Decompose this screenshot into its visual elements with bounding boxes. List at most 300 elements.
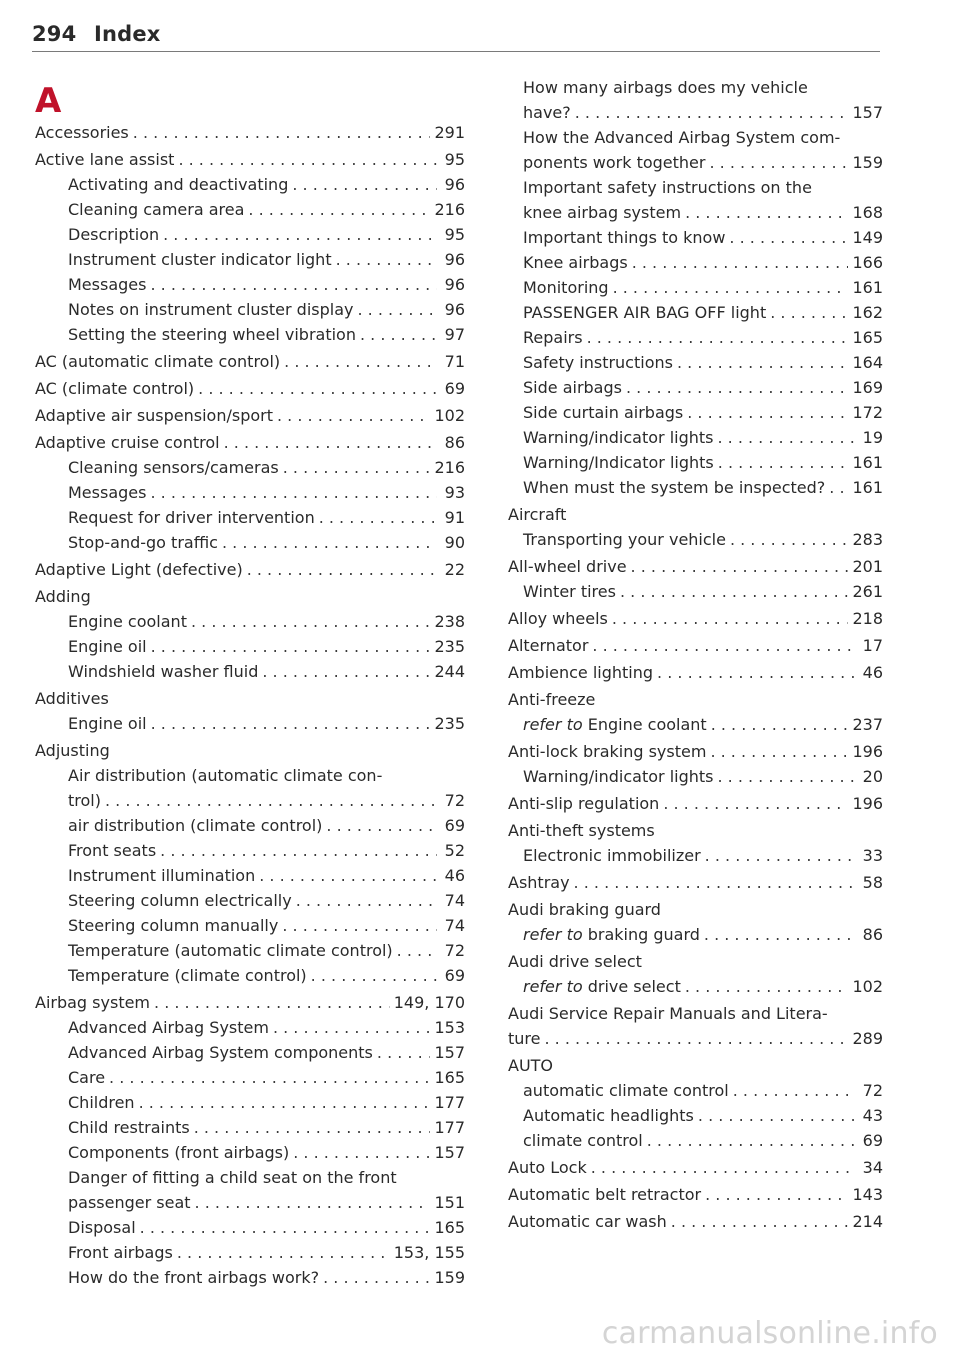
index-entry-term — [68, 938, 393, 963]
index-entry-page: 244 — [434, 662, 465, 681]
leader-dots — [262, 659, 430, 684]
index-entry-term — [68, 1090, 135, 1115]
index-entry-row — [523, 527, 883, 552]
index-entry-term — [68, 609, 187, 634]
index-entry-term — [523, 475, 825, 500]
index-entry-row — [35, 738, 465, 763]
index-entry-row — [508, 633, 883, 658]
index-entry-page: 177 — [434, 1093, 465, 1112]
index-entry-text: climate control — [523, 1131, 643, 1150]
index-entry-text: Temperature (climate control) — [68, 966, 307, 985]
index-entry — [35, 634, 465, 659]
leader-dots — [574, 870, 855, 895]
index-entry-term — [523, 100, 571, 125]
index-entry-text: Adding — [35, 587, 91, 606]
index-entry-text: When must the system be inspected? — [523, 478, 826, 497]
index-entry-text: Disposal — [68, 1218, 136, 1237]
leader-dots — [377, 1040, 431, 1065]
index-entry-row — [68, 1040, 465, 1065]
index-entry-page: 161 — [852, 478, 883, 497]
index-entry — [508, 1078, 883, 1103]
index-entry-page: 149, 170 — [393, 993, 465, 1012]
index-entry-page: 46 — [862, 663, 883, 682]
index-entry-page: 46 — [444, 866, 465, 885]
index-entry — [508, 974, 883, 999]
index-entry-term — [508, 660, 653, 685]
index-entry-text: Winter tires — [523, 582, 616, 601]
index-entry-text: Advanced Airbag System components — [68, 1043, 373, 1062]
index-entry-term — [68, 222, 159, 247]
leader-dots — [150, 480, 437, 505]
index-entry-text: Warning/indicator lights — [523, 767, 714, 786]
leader-dots — [222, 530, 437, 555]
index-entry — [35, 222, 465, 247]
index-entry-term — [523, 712, 707, 737]
index-entry-term — [68, 1240, 173, 1265]
index-entry — [508, 250, 883, 275]
leader-dots — [140, 1215, 431, 1240]
index-entry-text: Cleaning sensors/cameras — [68, 458, 279, 477]
index-entry-text: automatic climate control — [523, 1081, 729, 1100]
index-entry-text: Setting the steering wheel vibration — [68, 325, 356, 344]
index-entry-page: 283 — [852, 530, 883, 549]
index-entry-row — [523, 450, 883, 475]
index-entry-row — [68, 1215, 465, 1240]
index-entry-ref: refer to — [523, 925, 583, 944]
leader-dots — [647, 1128, 855, 1153]
index-entry-term — [523, 150, 705, 175]
index-entry — [508, 300, 883, 325]
index-entry-row — [68, 938, 465, 963]
leader-dots — [612, 606, 849, 631]
index-entry-row — [523, 843, 883, 868]
index-entry-term — [68, 913, 278, 938]
index-entry-text-cont: ponents work together — [523, 153, 706, 172]
index-entry — [35, 584, 465, 609]
leader-dots — [671, 1209, 849, 1234]
index-entry-text: Request for driver intervention — [68, 508, 315, 527]
leader-dots — [685, 974, 849, 999]
index-entry-text: Engine oil — [68, 637, 147, 656]
index-entry — [35, 1015, 465, 1040]
index-entry-text: Audi braking guard — [508, 900, 661, 919]
index-entry-row — [35, 990, 465, 1015]
index-entry-row — [508, 660, 883, 685]
leader-dots — [160, 838, 437, 863]
index-entry-row — [68, 272, 465, 297]
index-entry — [35, 247, 465, 272]
index-entry — [508, 175, 883, 225]
index-entry-page: 74 — [444, 891, 465, 910]
index-entry-term — [35, 376, 194, 401]
index-entry — [508, 1182, 883, 1207]
leader-dots — [224, 430, 437, 455]
index-entry-page: 196 — [852, 742, 883, 761]
index-entry-text: drive select — [587, 977, 681, 996]
index-entry — [35, 659, 465, 684]
index-entry — [35, 838, 465, 863]
index-entry-term — [523, 250, 628, 275]
index-entry — [35, 1215, 465, 1240]
index-entry-page: 86 — [444, 433, 465, 452]
index-entry-page: 143 — [852, 1185, 883, 1204]
index-entry-row — [68, 222, 465, 247]
index-entry-term — [508, 502, 566, 527]
index-entry-term — [523, 974, 681, 999]
index-entry-page: 102 — [852, 977, 883, 996]
index-entry-ref: refer to — [523, 715, 583, 734]
index-entry — [35, 686, 465, 711]
index-entry-term — [508, 739, 706, 764]
index-entry-row — [68, 888, 465, 913]
index-entry — [35, 349, 465, 374]
index-entry — [508, 275, 883, 300]
index-entry-text: Audi Service Repair Manuals and Litera- — [508, 1004, 828, 1023]
index-entry-term — [68, 1265, 319, 1290]
leader-dots — [829, 475, 848, 500]
leader-dots — [730, 527, 849, 552]
index-entry-term — [523, 1128, 643, 1153]
index-entry-page: 196 — [852, 794, 883, 813]
index-entry-text: Accessories — [35, 123, 129, 142]
index-entry-text: Messages — [68, 275, 147, 294]
index-entry-text: Stop-and-go traffic — [68, 533, 218, 552]
index-entry-text: Cleaning camera area — [68, 200, 245, 219]
index-entry-row — [523, 475, 883, 500]
leader-dots — [685, 200, 848, 225]
leader-dots — [273, 1015, 431, 1040]
index-entry-row — [523, 100, 883, 125]
index-entry — [35, 990, 465, 1015]
index-entry — [508, 1053, 883, 1078]
index-entry-text: Alloy wheels — [508, 609, 608, 628]
index-entry-page: 58 — [862, 873, 883, 892]
index-entry — [35, 1065, 465, 1090]
index-entry-term — [508, 633, 588, 658]
leader-dots — [163, 222, 437, 247]
leader-dots — [277, 403, 430, 428]
index-entry-page: 72 — [444, 791, 465, 810]
index-entry-text: Monitoring — [523, 278, 609, 297]
index-entry-row — [68, 838, 465, 863]
index-entry-text: Repairs — [523, 328, 583, 347]
index-entry-text: Additives — [35, 689, 109, 708]
index-entry-text: braking guard — [587, 925, 700, 944]
index-entry-text: Automatic belt retractor — [508, 1185, 702, 1204]
index-entry-term — [523, 350, 673, 375]
index-entry-row — [508, 1026, 883, 1051]
leader-dots — [705, 843, 855, 868]
leader-dots — [311, 963, 437, 988]
index-entry-row — [523, 250, 883, 275]
index-entry-row — [68, 863, 465, 888]
index-entry-page: 43 — [862, 1106, 883, 1125]
index-entry-term — [68, 888, 292, 913]
index-entry-page: 157 — [434, 1043, 465, 1062]
index-entry-text: Warning/Indicator lights — [523, 453, 714, 472]
index-entry — [35, 888, 465, 913]
index-entry-text: Warning/indicator lights — [523, 428, 714, 447]
index-entry-term — [523, 579, 616, 604]
page-number: 294 — [32, 22, 77, 46]
index-entry-page: 218 — [852, 609, 883, 628]
index-entry-text: Important safety instructions on the — [523, 178, 812, 197]
index-entry — [35, 963, 465, 988]
leader-dots — [717, 425, 855, 450]
leader-dots — [711, 712, 849, 737]
index-entry-term — [68, 1065, 105, 1090]
index-entry-text: How many airbags does my vehicle — [523, 78, 808, 97]
index-entry-term — [523, 764, 713, 789]
index-entry-text: Adaptive cruise control — [35, 433, 220, 452]
index-entry — [35, 863, 465, 888]
index-entry-text: Messages — [68, 483, 147, 502]
leader-dots — [109, 1065, 430, 1090]
index-entry-text: Anti-lock braking system — [508, 742, 707, 761]
leader-dots — [770, 300, 848, 325]
index-entry-page: 235 — [434, 637, 465, 656]
index-entry — [35, 913, 465, 938]
index-entry-row — [508, 1155, 883, 1180]
index-entry-row — [68, 455, 465, 480]
index-entry-row — [508, 897, 883, 922]
index-entry-row — [35, 430, 465, 455]
index-entry-term — [68, 480, 146, 505]
leader-dots — [729, 225, 848, 250]
leader-dots — [591, 1155, 855, 1180]
index-entry-term — [508, 818, 655, 843]
index-entry-row — [523, 712, 883, 737]
index-entry-term — [508, 791, 659, 816]
index-entry-page: 261 — [852, 582, 883, 601]
index-entry — [508, 1155, 883, 1180]
index-entry-term — [523, 225, 725, 250]
index-entry-text: Description — [68, 225, 160, 244]
index-entry-page: 69 — [862, 1131, 883, 1150]
index-entry-row — [508, 949, 883, 974]
index-entry-row — [35, 403, 465, 428]
index-entry-page: 159 — [434, 1268, 465, 1287]
index-entry-text: Ambience lighting — [508, 663, 654, 682]
index-entry-page: 72 — [862, 1081, 883, 1100]
leader-dots — [248, 197, 430, 222]
index-entry-term — [508, 1155, 587, 1180]
index-entry-page: 102 — [434, 406, 465, 425]
index-entry-term — [508, 897, 661, 922]
index-entry-term — [68, 530, 218, 555]
index-entry-page: 86 — [862, 925, 883, 944]
index-entry-row — [68, 659, 465, 684]
index-entry — [508, 687, 883, 712]
index-entry — [35, 530, 465, 555]
index-entry-page: 153, 155 — [393, 1243, 465, 1262]
index-entry-term — [508, 1053, 553, 1078]
index-entry-text: How the Advanced Airbag System com- — [523, 128, 841, 147]
index-entry — [35, 738, 465, 763]
index-entry-text: Anti-slip regulation — [508, 794, 660, 813]
index-entry-row — [68, 1015, 465, 1040]
leader-dots — [709, 150, 848, 175]
index-entry-page: 69 — [444, 966, 465, 985]
page-title: Index — [93, 22, 161, 46]
index-entry — [508, 527, 883, 552]
index-entry — [35, 1090, 465, 1115]
index-entry-text-cont: ture — [508, 1029, 541, 1048]
index-entry-page: 17 — [862, 636, 883, 655]
index-entry-page: 33 — [862, 846, 883, 865]
index-entry-text: Activating and deactivating — [68, 175, 289, 194]
index-entry-text-cont: knee airbag system — [523, 203, 682, 222]
index-entry-text: Danger of fitting a child seat on the front — [68, 1168, 397, 1187]
index-entry-term — [508, 606, 608, 631]
index-entry-row — [523, 1103, 883, 1128]
index-entry-page: 172 — [852, 403, 883, 422]
index-entry-text: Anti-theft systems — [508, 821, 655, 840]
index-entry — [35, 505, 465, 530]
index-entry-text: Airbag system — [35, 993, 151, 1012]
index-entry-page: 95 — [444, 150, 465, 169]
index-entry-page: 34 — [862, 1158, 883, 1177]
index-entry-row — [68, 247, 465, 272]
index-entry — [508, 843, 883, 868]
index-entry-row — [523, 325, 883, 350]
index-entry-page: 96 — [444, 250, 465, 269]
index-entry-text: Advanced Airbag System — [68, 1018, 269, 1037]
leader-dots — [336, 247, 437, 272]
leader-dots — [710, 739, 848, 764]
index-entry-page: 165 — [434, 1068, 465, 1087]
index-entry-text: Windshield washer fluid — [68, 662, 259, 681]
index-entry — [508, 1209, 883, 1234]
index-entry-term — [508, 1209, 667, 1234]
index-entry-page: 291 — [434, 123, 465, 142]
index-entry — [508, 125, 883, 175]
index-entry-term — [68, 322, 356, 347]
index-entry-page: 201 — [852, 557, 883, 576]
index-entry-term — [68, 247, 332, 272]
index-entry — [35, 1265, 465, 1290]
index-entry-text: Automatic headlights — [523, 1106, 694, 1125]
index-entry-row — [508, 739, 883, 764]
header-rule — [32, 51, 880, 52]
index-entry — [508, 1001, 883, 1051]
index-entry-term — [523, 1078, 729, 1103]
index-entry-row — [508, 502, 883, 527]
index-entry — [508, 818, 883, 843]
leader-dots — [687, 400, 848, 425]
index-entry-text: air distribution (climate control) — [68, 816, 323, 835]
index-entry-text: Active lane assist — [35, 150, 175, 169]
index-entry-term — [35, 403, 273, 428]
index-entry-term — [508, 687, 595, 712]
watermark: carmanualsonline.info — [601, 1316, 938, 1351]
index-entry — [35, 272, 465, 297]
index-entry-text: Notes on instrument cluster display — [68, 300, 354, 319]
leader-dots — [154, 990, 390, 1015]
index-entry-term — [68, 1190, 191, 1215]
index-entry-row — [508, 687, 883, 712]
index-entry-term — [35, 738, 110, 763]
index-entry-text-cont: have? — [523, 103, 571, 122]
index-entry — [35, 1165, 465, 1215]
index-entry-row — [68, 505, 465, 530]
index-entry-term — [523, 300, 766, 325]
index-entry — [35, 609, 465, 634]
index-entry-term — [68, 1215, 136, 1240]
index-entry-term — [35, 584, 91, 609]
index-entry-text: Adjusting — [35, 741, 110, 760]
leader-dots — [704, 922, 855, 947]
index-entry-row — [68, 297, 465, 322]
index-entry — [508, 633, 883, 658]
leader-dots — [632, 250, 849, 275]
index-entry — [508, 949, 883, 974]
leader-dots — [283, 455, 431, 480]
index-entry-page: 96 — [444, 300, 465, 319]
index-entry-term — [523, 400, 683, 425]
index-entry-text: Instrument cluster indicator light — [68, 250, 332, 269]
index-entry-text: Engine oil — [68, 714, 147, 733]
leader-dots — [631, 554, 849, 579]
index-entry-text: Child restraints — [68, 1118, 190, 1137]
leader-dots — [296, 888, 437, 913]
index-entry-row — [68, 1090, 465, 1115]
index-entry — [508, 475, 883, 500]
index-entry — [508, 870, 883, 895]
index-entry — [35, 120, 465, 145]
index-entry-page: 159 — [852, 153, 883, 172]
index-entry-term — [68, 963, 307, 988]
index-entry-page: 216 — [434, 200, 465, 219]
index-entry-page: 237 — [852, 715, 883, 734]
index-entry-text-cont: trol) — [68, 791, 101, 810]
index-entry-page: 214 — [852, 1212, 883, 1231]
index-entry-term — [523, 425, 713, 450]
index-entry — [35, 322, 465, 347]
leader-dots — [259, 863, 437, 888]
index-entry-term — [68, 297, 353, 322]
index-entry-term — [508, 949, 642, 974]
index-entry-row — [68, 322, 465, 347]
leader-dots — [733, 1078, 855, 1103]
index-entry-term — [35, 120, 129, 145]
index-entry-row — [523, 300, 883, 325]
leader-dots — [198, 376, 437, 401]
leader-dots — [150, 272, 437, 297]
index-entry — [508, 502, 883, 527]
index-entry-row — [523, 1128, 883, 1153]
leader-dots — [133, 120, 431, 145]
index-entry-row — [523, 425, 883, 450]
leader-dots — [282, 913, 437, 938]
leader-dots — [177, 1240, 390, 1265]
index-entry-page: 165 — [852, 328, 883, 347]
index-entry-page: 164 — [852, 353, 883, 372]
index-entry-page: 149 — [852, 228, 883, 247]
index-entry — [508, 375, 883, 400]
index-entry-text: Anti-freeze — [508, 690, 596, 709]
index-entry — [35, 172, 465, 197]
index-entry — [35, 1140, 465, 1165]
index-entry-text: Engine coolant — [587, 715, 707, 734]
index-entry-row — [68, 530, 465, 555]
index-entry — [35, 197, 465, 222]
index-entry — [35, 297, 465, 322]
index-entry-text: AC (climate control) — [35, 379, 195, 398]
index-entry-row — [68, 963, 465, 988]
index-entry-page: 166 — [852, 253, 883, 272]
index-entry-term — [68, 455, 279, 480]
